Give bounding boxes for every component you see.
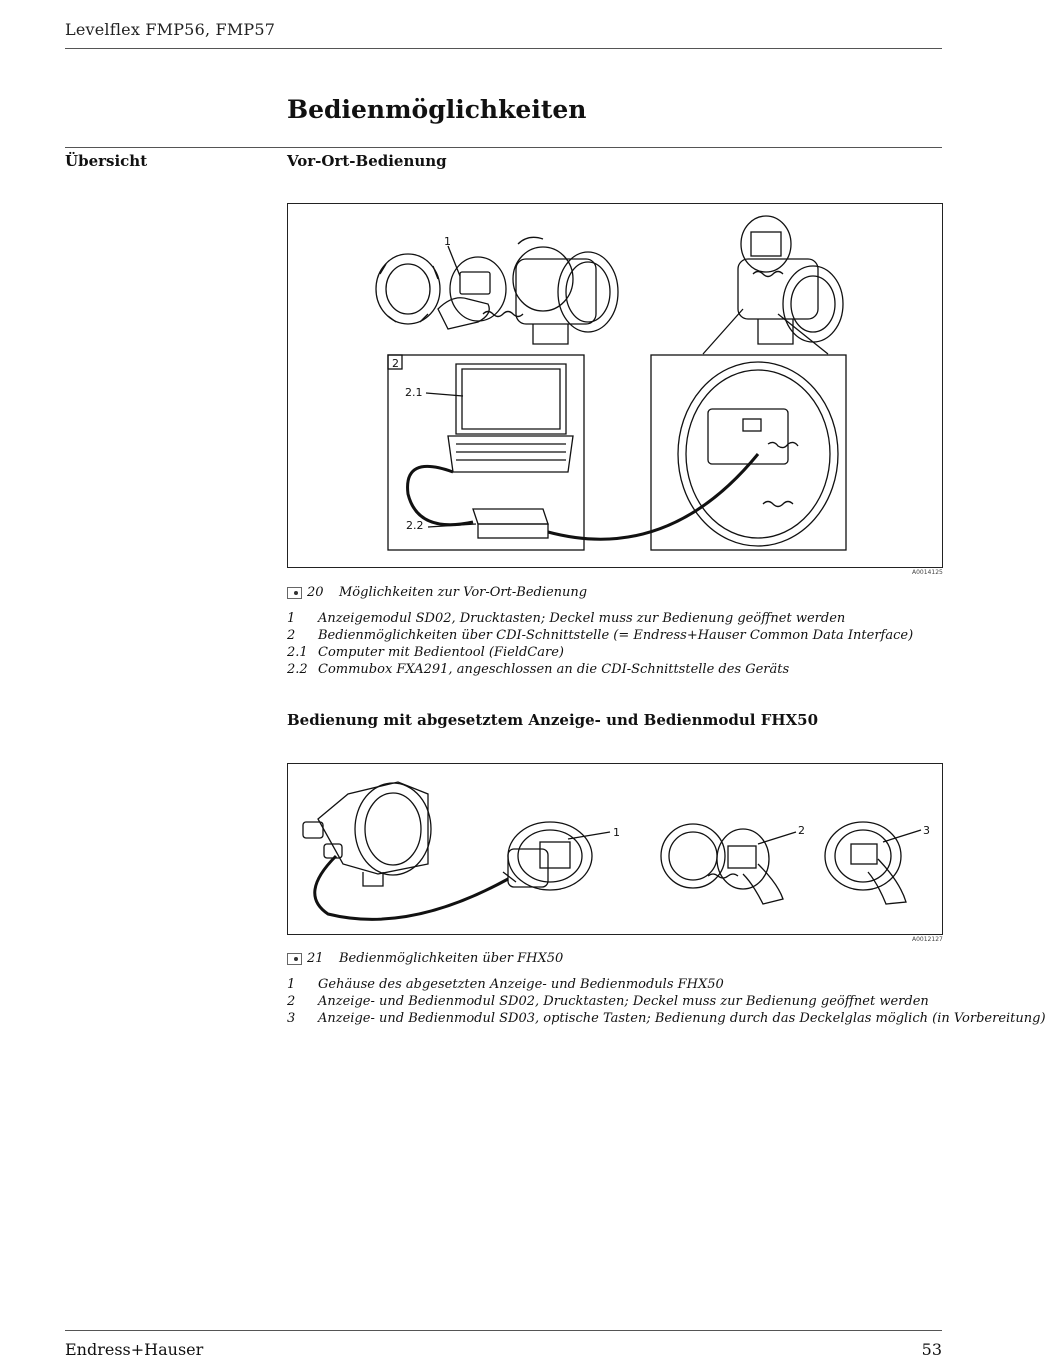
legend-item: 3 Anzeige- und Bedienmodul SD03, optische Tasten; Bedienung durch das Deckelglas möglich (in Vorbereitung) xyxy=(287,1011,1046,1026)
side-heading: Übersicht xyxy=(65,152,148,170)
section-rule xyxy=(65,147,942,148)
fig21-label-2: 2 xyxy=(798,824,805,837)
legend-item: 2 Anzeige- und Bedienmodul SD02, Drucktasten; Deckel muss zur Bedienung geöffnet werden xyxy=(287,994,929,1009)
figure-icon xyxy=(287,953,302,965)
legend-item: 2 Bedienmöglichkeiten über CDI-Schnittstelle (= Endress+Hauser Common Data Interface) xyxy=(287,628,914,643)
figure-20-code: A0014125 xyxy=(912,569,943,576)
fig21-label-3: 3 xyxy=(923,824,930,837)
page-title: Bedienmöglichkeiten xyxy=(287,95,587,124)
legend-item: 2.2 Commubox FXA291, angeschlossen an die CDI-Schnittstelle des Geräts xyxy=(287,662,790,677)
figure-21-drawing xyxy=(288,764,942,934)
footer-brand: Endress+Hauser xyxy=(65,1340,204,1359)
fig20-label-1: 1 xyxy=(444,235,451,248)
running-header: Levelflex FMP56, FMP57 xyxy=(65,20,276,39)
figure-icon xyxy=(287,587,302,599)
section1-heading: Vor-Ort-Bedienung xyxy=(287,152,447,170)
caption-text: Möglichkeiten zur Vor-Ort-Bedienung xyxy=(339,585,588,600)
figure-21-code: A0012127 xyxy=(912,936,943,943)
header-rule xyxy=(65,48,942,49)
figure-21 xyxy=(287,763,943,935)
caption-number: 20 xyxy=(307,585,324,600)
figure-20-caption xyxy=(287,585,927,602)
fig20-label-2: 2 xyxy=(392,357,399,370)
footer-rule xyxy=(65,1330,942,1331)
figure-21-legend xyxy=(287,977,1046,1028)
figure-20-drawing xyxy=(288,204,942,567)
figure-21-caption xyxy=(287,951,927,968)
fig21-label-1: 1 xyxy=(613,826,620,839)
section2-heading: Bedienung mit abgesetztem Anzeige- und Bedienmodul FHX50 xyxy=(287,711,819,729)
fig20-label-2-2: 2.2 xyxy=(406,519,424,532)
legend-item: 2.1 Computer mit Bedientool (FieldCare) xyxy=(287,645,564,660)
figure-20-legend xyxy=(287,611,927,679)
caption-text: Bedienmöglichkeiten über FHX50 xyxy=(339,951,564,966)
caption-number: 21 xyxy=(307,951,324,966)
page-number: 53 xyxy=(921,1340,942,1359)
fig20-label-2-1: 2.1 xyxy=(405,386,423,399)
figure-20 xyxy=(287,203,943,568)
legend-item: 1 Anzeigemodul SD02, Drucktasten; Deckel muss zur Bedienung geöffnet werden xyxy=(287,611,846,626)
legend-item: 1 Gehäuse des abgesetzten Anzeige- und Bedienmoduls FHX50 xyxy=(287,977,724,992)
